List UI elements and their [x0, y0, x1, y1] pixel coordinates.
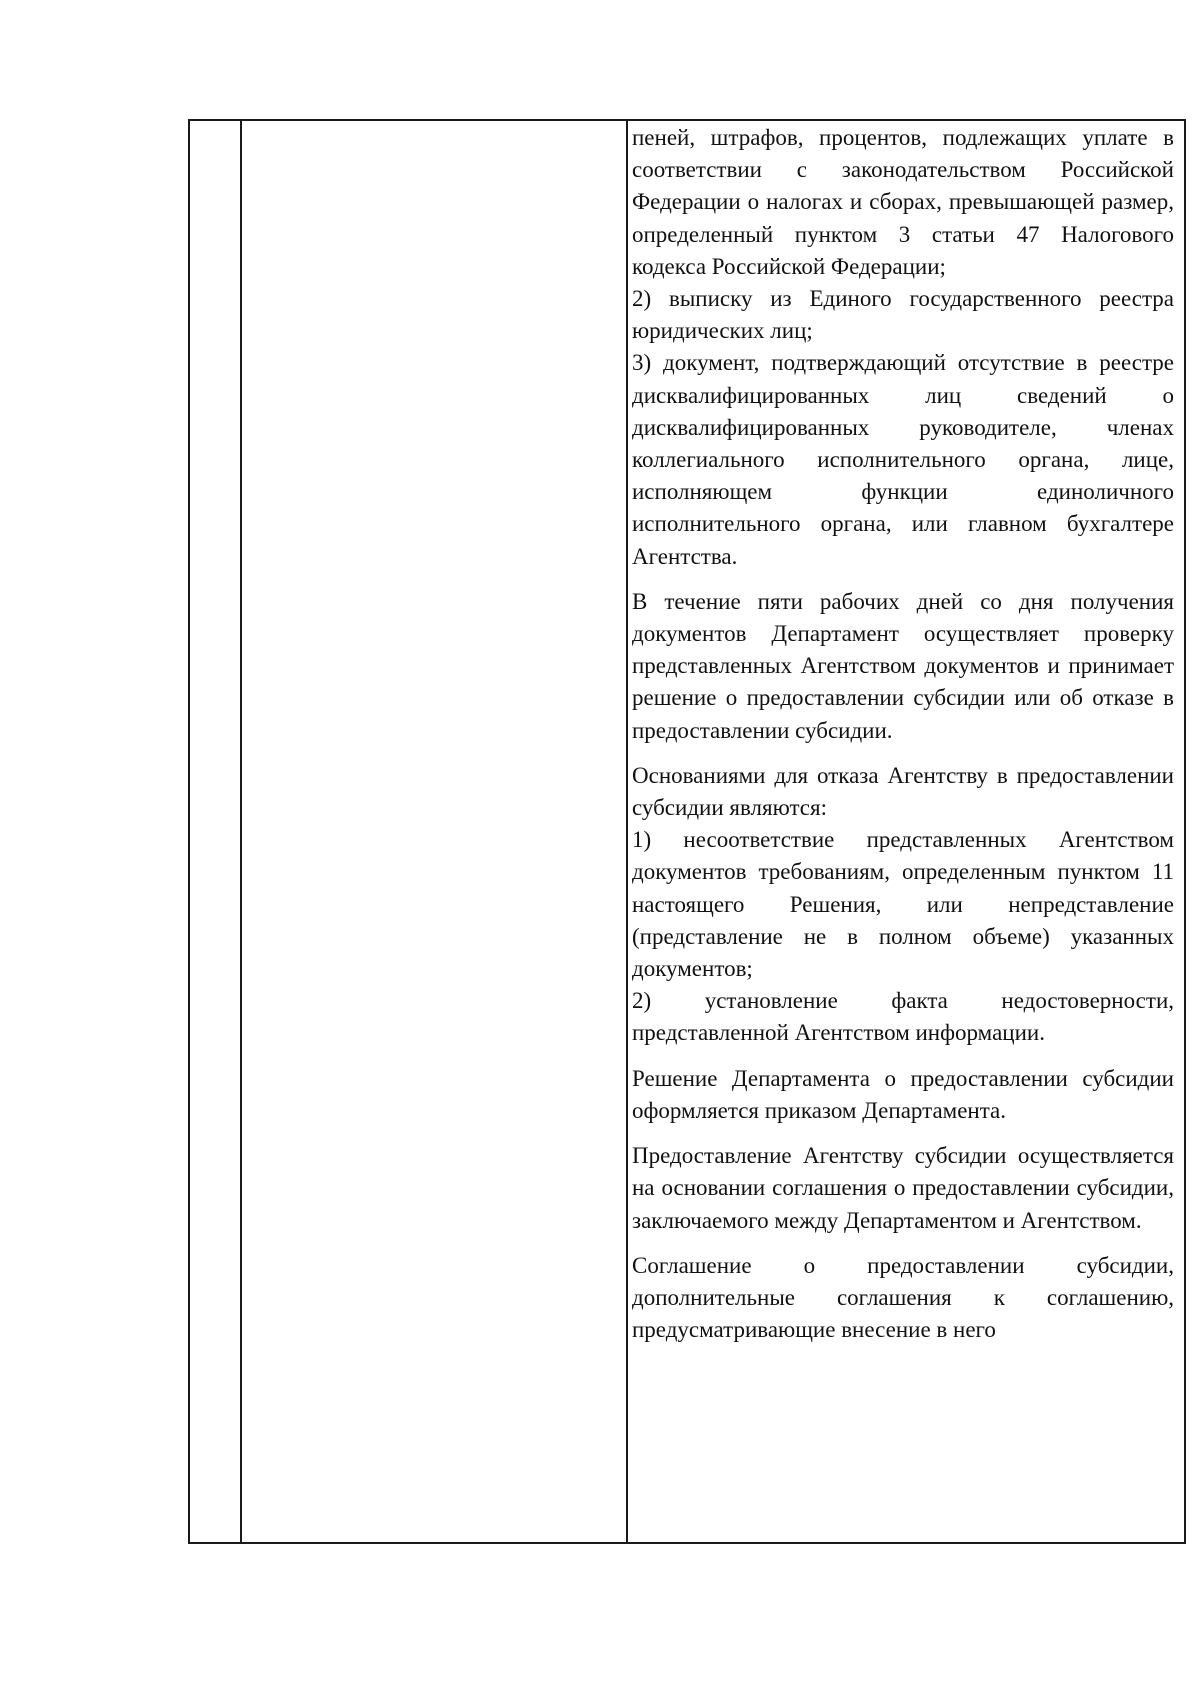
text-line: 2) выписку из Единого государственного реестра юридических лиц; [632, 286, 1174, 344]
paragraph-review-period [632, 586, 1174, 747]
text-line: Предоставление Агентству субсидии осуществляется на основании соглашения о предоставлении субсидии, заключаемого между Департаментом и Агентством. [632, 1143, 1174, 1233]
text-line: Основаниями для отказа Агентству в предоставлении субсидии являются: [632, 762, 1174, 821]
text-line: 1) несоответствие представленных Агентством документов требованиям, определенным пунктом 11 настоящего Решения, или непредставление (представление не в полном объеме) указанных документов; [632, 827, 1174, 982]
paragraph-agreement-amendments [632, 1250, 1174, 1347]
text-line: пеней, штрафов, процентов, подлежащих уплате в соответствии с законодательством Российской Федерации о налогах и сборах, превышающей размер, определенный пунктом 3 статьи 47 Налогового кодекса Российской Федерации; [632, 125, 1174, 279]
column-divider-1 [240, 121, 242, 1542]
column-divider-2 [626, 121, 628, 1542]
text-line: Решение Департамента о предоставлении субсидии оформляется приказом Департамента. [632, 1065, 1174, 1123]
text-line: В течение пяти рабочих дней со дня получения документов Департамент осуществляет проверку представленных Агентством документов и принимает решение о предоставлении субсидии или об отказе в предоставлении субсидии. [632, 588, 1174, 743]
text-line: 2) установление факта недостоверности, представленной Агентством информации. [632, 988, 1174, 1046]
paragraph-required-documents [632, 122, 1174, 573]
paragraph-refusal-grounds [632, 760, 1174, 1050]
text-line: Соглашение о предоставлении субсидии, дополнительные соглашения к соглашению, предусматривающие внесение в него [632, 1252, 1174, 1343]
paragraph-decision-order [632, 1063, 1174, 1127]
text-line: 3) документ, подтверждающий отсутствие в реестре дисквалифицированных лиц сведений о дисквалифицированных руководителе, членах коллегиального исполнительного органа, лице, исполняющем функции единоличного исполнительного органа, или главном бухгалтере Агентства. [632, 350, 1174, 569]
paragraph-agreement-basis [632, 1140, 1174, 1237]
table-content-cell [632, 122, 1174, 1359]
